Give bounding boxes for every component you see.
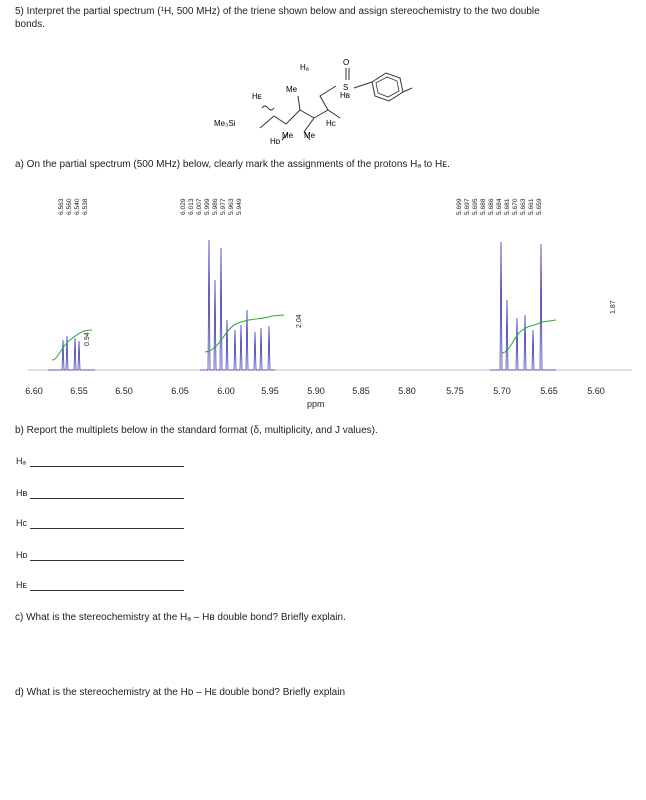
- peak-label: 5.949: [236, 198, 243, 215]
- part-b-text: b) Report the multiplets below in the standard format (δ, multiplicity, and J values).: [15, 425, 378, 436]
- me-label-top: Me: [286, 85, 298, 94]
- question-line-2: bonds.: [15, 19, 46, 30]
- nmr-spectrum: [0, 220, 646, 390]
- axis-tick-label: 5.85: [352, 386, 370, 396]
- axis-tick-label: 5.80: [398, 386, 416, 396]
- axis-tick-label: 5.75: [446, 386, 464, 396]
- peak-label: 5.684: [496, 198, 503, 215]
- answer-line-hb[interactable]: [30, 498, 184, 499]
- answer-line-hc[interactable]: [30, 528, 184, 529]
- peak-label: 5.670: [512, 198, 519, 215]
- peak-label: 6.538: [82, 198, 89, 215]
- hc-label: Hc: [326, 119, 336, 128]
- axis-tick-label: 5.90: [307, 386, 325, 396]
- peak-label: 5.699: [456, 198, 463, 215]
- axis-tick-label: 6.05: [171, 386, 189, 396]
- peak-label: 6.013: [188, 198, 195, 215]
- answer-line-ha[interactable]: [30, 466, 184, 467]
- sulfur-label: S: [343, 83, 349, 92]
- part-a-text: a) On the partial spectrum (500 MHz) below, clearly mark the assignments of the protons Hₐ to Hᴇ.: [15, 159, 450, 170]
- answer-label-hb: Hʙ: [16, 488, 28, 498]
- integral-curve-2: [205, 315, 284, 352]
- hd-label: Hᴅ: [270, 137, 281, 146]
- answer-label-hd: Hᴅ: [16, 550, 28, 560]
- question-text: [15, 5, 640, 31]
- peak-group-3: [490, 242, 556, 370]
- peak-label: 5.986: [212, 198, 219, 215]
- axis-tick-label: 5.95: [261, 386, 279, 396]
- he-label: Hᴇ: [252, 92, 262, 101]
- answer-line-he[interactable]: [30, 590, 184, 591]
- peak-label: 5.659: [536, 198, 543, 215]
- peak-label: 5.999: [204, 198, 211, 215]
- axis-tick-label: 5.65: [540, 386, 558, 396]
- peak-label: 6.563: [58, 198, 65, 215]
- peak-label: 5.661: [528, 198, 535, 215]
- peak-label: 5.681: [504, 198, 511, 215]
- part-c-text: c) What is the stereochemistry at the Hₐ – Hʙ double bond? Briefly explain.: [15, 612, 346, 623]
- axis-label: ppm: [307, 399, 325, 409]
- me-label-1: Me: [282, 131, 294, 140]
- chain-bonds: [260, 110, 314, 132]
- peak-label: 5.977: [220, 198, 227, 215]
- axis-tick-label: 5.70: [493, 386, 511, 396]
- peak-label: 5.963: [228, 198, 235, 215]
- me-label-2: Me: [304, 131, 316, 140]
- peak-label: 5.663: [520, 198, 527, 215]
- hb-label: Hʙ: [340, 91, 351, 100]
- answer-label-he: Hᴇ: [16, 580, 27, 590]
- answer-line-hd[interactable]: [30, 560, 184, 561]
- peak-label: 5.688: [480, 198, 487, 215]
- integral-label-1: 0.94: [84, 332, 91, 346]
- peak-label: 6.560: [66, 198, 73, 215]
- axis-tick-label: 6.00: [217, 386, 235, 396]
- peak-group-2: [200, 240, 275, 370]
- axis-tick-label: 5.60: [587, 386, 605, 396]
- peak-label: 6.029: [180, 198, 187, 215]
- oxygen-label: O: [343, 58, 350, 67]
- integral-label-3: 1.87: [610, 300, 617, 314]
- answer-label-hc: Hc: [16, 518, 27, 528]
- peak-label: 5.686: [488, 198, 495, 215]
- peak-label: 5.695: [472, 198, 479, 215]
- triene-structure: [200, 40, 420, 175]
- question-line-1: 5) Interpret the partial spectrum (¹H, 500 MHz) of the triene shown below and assign stereochemistry to the two double: [15, 6, 540, 17]
- s-bond: [320, 86, 336, 110]
- ha-label: Hₐ: [300, 63, 309, 72]
- integral-label-2: 2.04: [296, 314, 303, 328]
- axis-tick-label: 6.50: [115, 386, 133, 396]
- methyl-bond: [298, 96, 300, 110]
- integral-curve-3: [502, 320, 556, 353]
- vinyl-bonds: [314, 110, 340, 118]
- peak-label: 6.007: [196, 198, 203, 215]
- peak-label: 6.540: [74, 198, 81, 215]
- sime3-label: Me₃Si: [214, 119, 236, 128]
- peak-label: 5.697: [464, 198, 471, 215]
- axis-tick-label: 6.55: [70, 386, 88, 396]
- part-d-text: d) What is the stereochemistry at the Hᴅ – Hᴇ double bond? Briefly explain: [15, 687, 346, 698]
- answer-label-ha: Hₐ: [16, 456, 26, 466]
- axis-tick-label: 6.60: [25, 386, 43, 396]
